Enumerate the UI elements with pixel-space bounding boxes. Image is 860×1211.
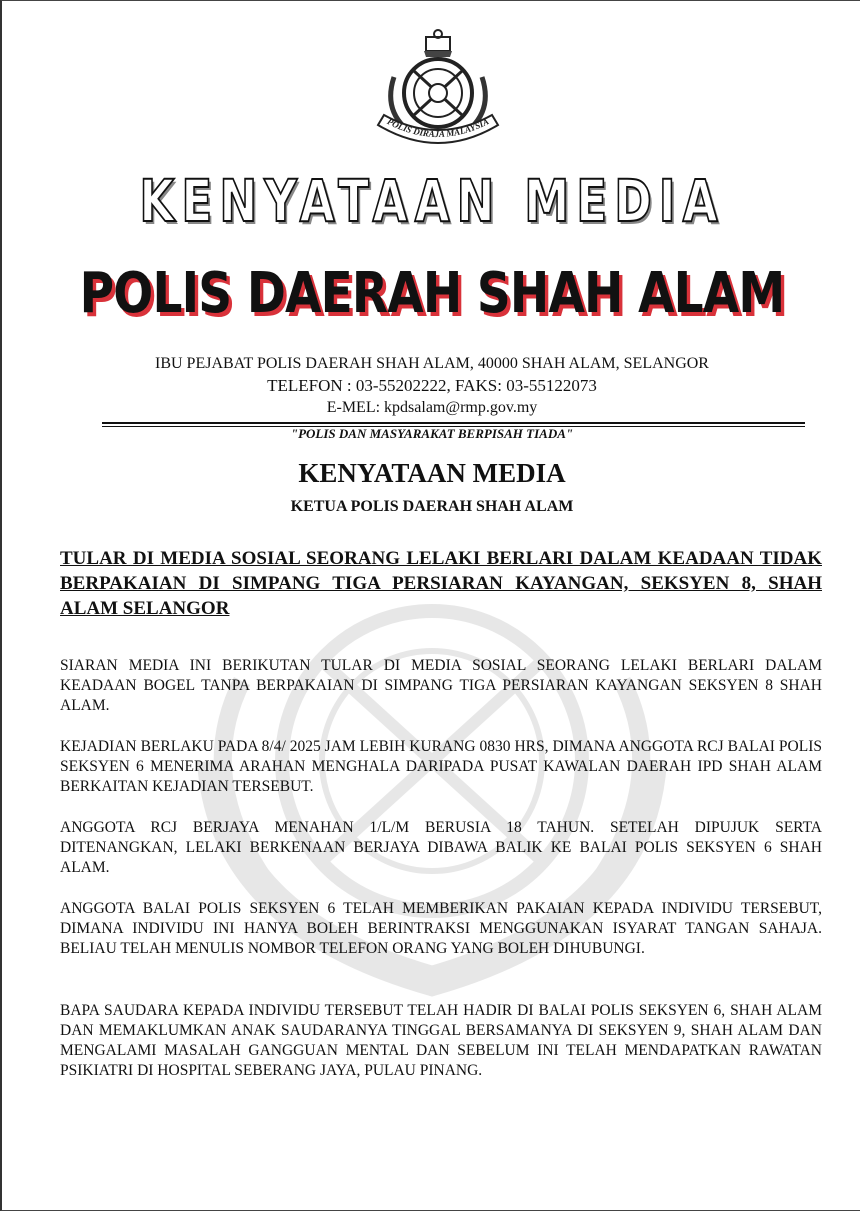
paragraph: BAPA SAUDARA KEPADA INDIVIDU TERSEBUT TELAH HADIR DI BALAI POLIS SEKSYEN 6, SHAH ALAM DAN MEMAKLUMKAN ANAK SAUDARANYA TINGGAL BERSAMANYA DI SEKSYEN 9, SHAH ALAM DAN MENGALAMI MASALAH GANGGUAN MENTAL DAN SEBELUM INI TELAH MENDAPATKAN RAWATAN PSIKIATRI DI HOSPITAL SEBERANG JAYA, PULAU PINANG.: [60, 1002, 822, 1079]
header-divider: [102, 422, 805, 424]
banner-title-kenyataan-media: KENYATAAN MEDIA: [139, 167, 725, 235]
statement-issuer: KETUA POLIS DAERAH SHAH ALAM: [290, 498, 574, 515]
paragraph: ANGGOTA RCJ BERJAYA MENAHAN 1/L/M BERUSIA 18 TAHUN. SETELAH DIPUJUK SERTA DITENANGKAN, LELAKI BERKENAAN BERJAYA DIBAWA BALIK KE BALAI POLIS SEKSYEN 6 SHAH ALAM.: [60, 819, 822, 876]
crest-ribbon-text: POLIS DIRAJA MALAYSIA: [385, 116, 491, 140]
banner-title-polis-daerah: POLIS DAERAH SHAH ALAM: [79, 261, 785, 326]
office-phone-fax: TELEFON : 03-55202222, FAKS: 03-55122073: [267, 376, 597, 395]
office-email: E-MEL: kpdsalam@rmp.gov.my: [326, 399, 538, 416]
statement-headline: TULAR DI MEDIA SOSIAL SEORANG LELAKI BERLARI DALAM KEADAAN TIDAK BERPAKAIAN DI SIMPANG TIGA PERSIARAN KAYANGAN, SEKSYEN 8, SHAH ALAM SELANGOR: [60, 548, 822, 619]
office-address: IBU PEJABAT POLIS DAERAH SHAH ALAM, 40000 SHAH ALAM, SELANGOR: [155, 355, 709, 372]
paragraph: KEJADIAN BERLAKU PADA 8/4/ 2025 JAM LEBIH KURANG 0830 HRS, DIMANA ANGGOTA RCJ BALAI POLIS SEKSYEN 6 MENERIMA ARAHAN MENGHALA DARIPADA PUSAT KAWALAN DAERAH IPD SHAH ALAM BERKAITAN KEJADIAN TERSEBUT.: [60, 738, 822, 795]
statement-heading: KENYATAAN MEDIA: [298, 458, 566, 488]
paragraph: ANGGOTA BALAI POLIS SEKSYEN 6 TELAH MEMBERIKAN PAKAIAN KEPADA INDIVIDU TERSEBUT, DIMANA INDIVIDU INI HANYA BOLEH BERINTRAKSI MENGGUNAKAN ISYARAT TANGAN SAHAJA. BELIAU TELAH MENULIS NOMBOR TELEFON ORANG YANG BOLEH DIHUBUNGI.: [60, 900, 822, 957]
police-crest-icon: [374, 27, 502, 151]
motto: "POLIS DAN MASYARAKAT BERPISAH TIADA": [290, 426, 574, 441]
paragraph: SIARAN MEDIA INI BERIKUTAN TULAR DI MEDIA SOSIAL SEORANG LELAKI BERLARI DALAM KEADAAN BOGEL TANPA BERPAKAIAN DI SIMPANG TIGA PERSIARAN KAYANGAN SEKSYEN 8 SHAH ALAM.: [60, 657, 822, 714]
